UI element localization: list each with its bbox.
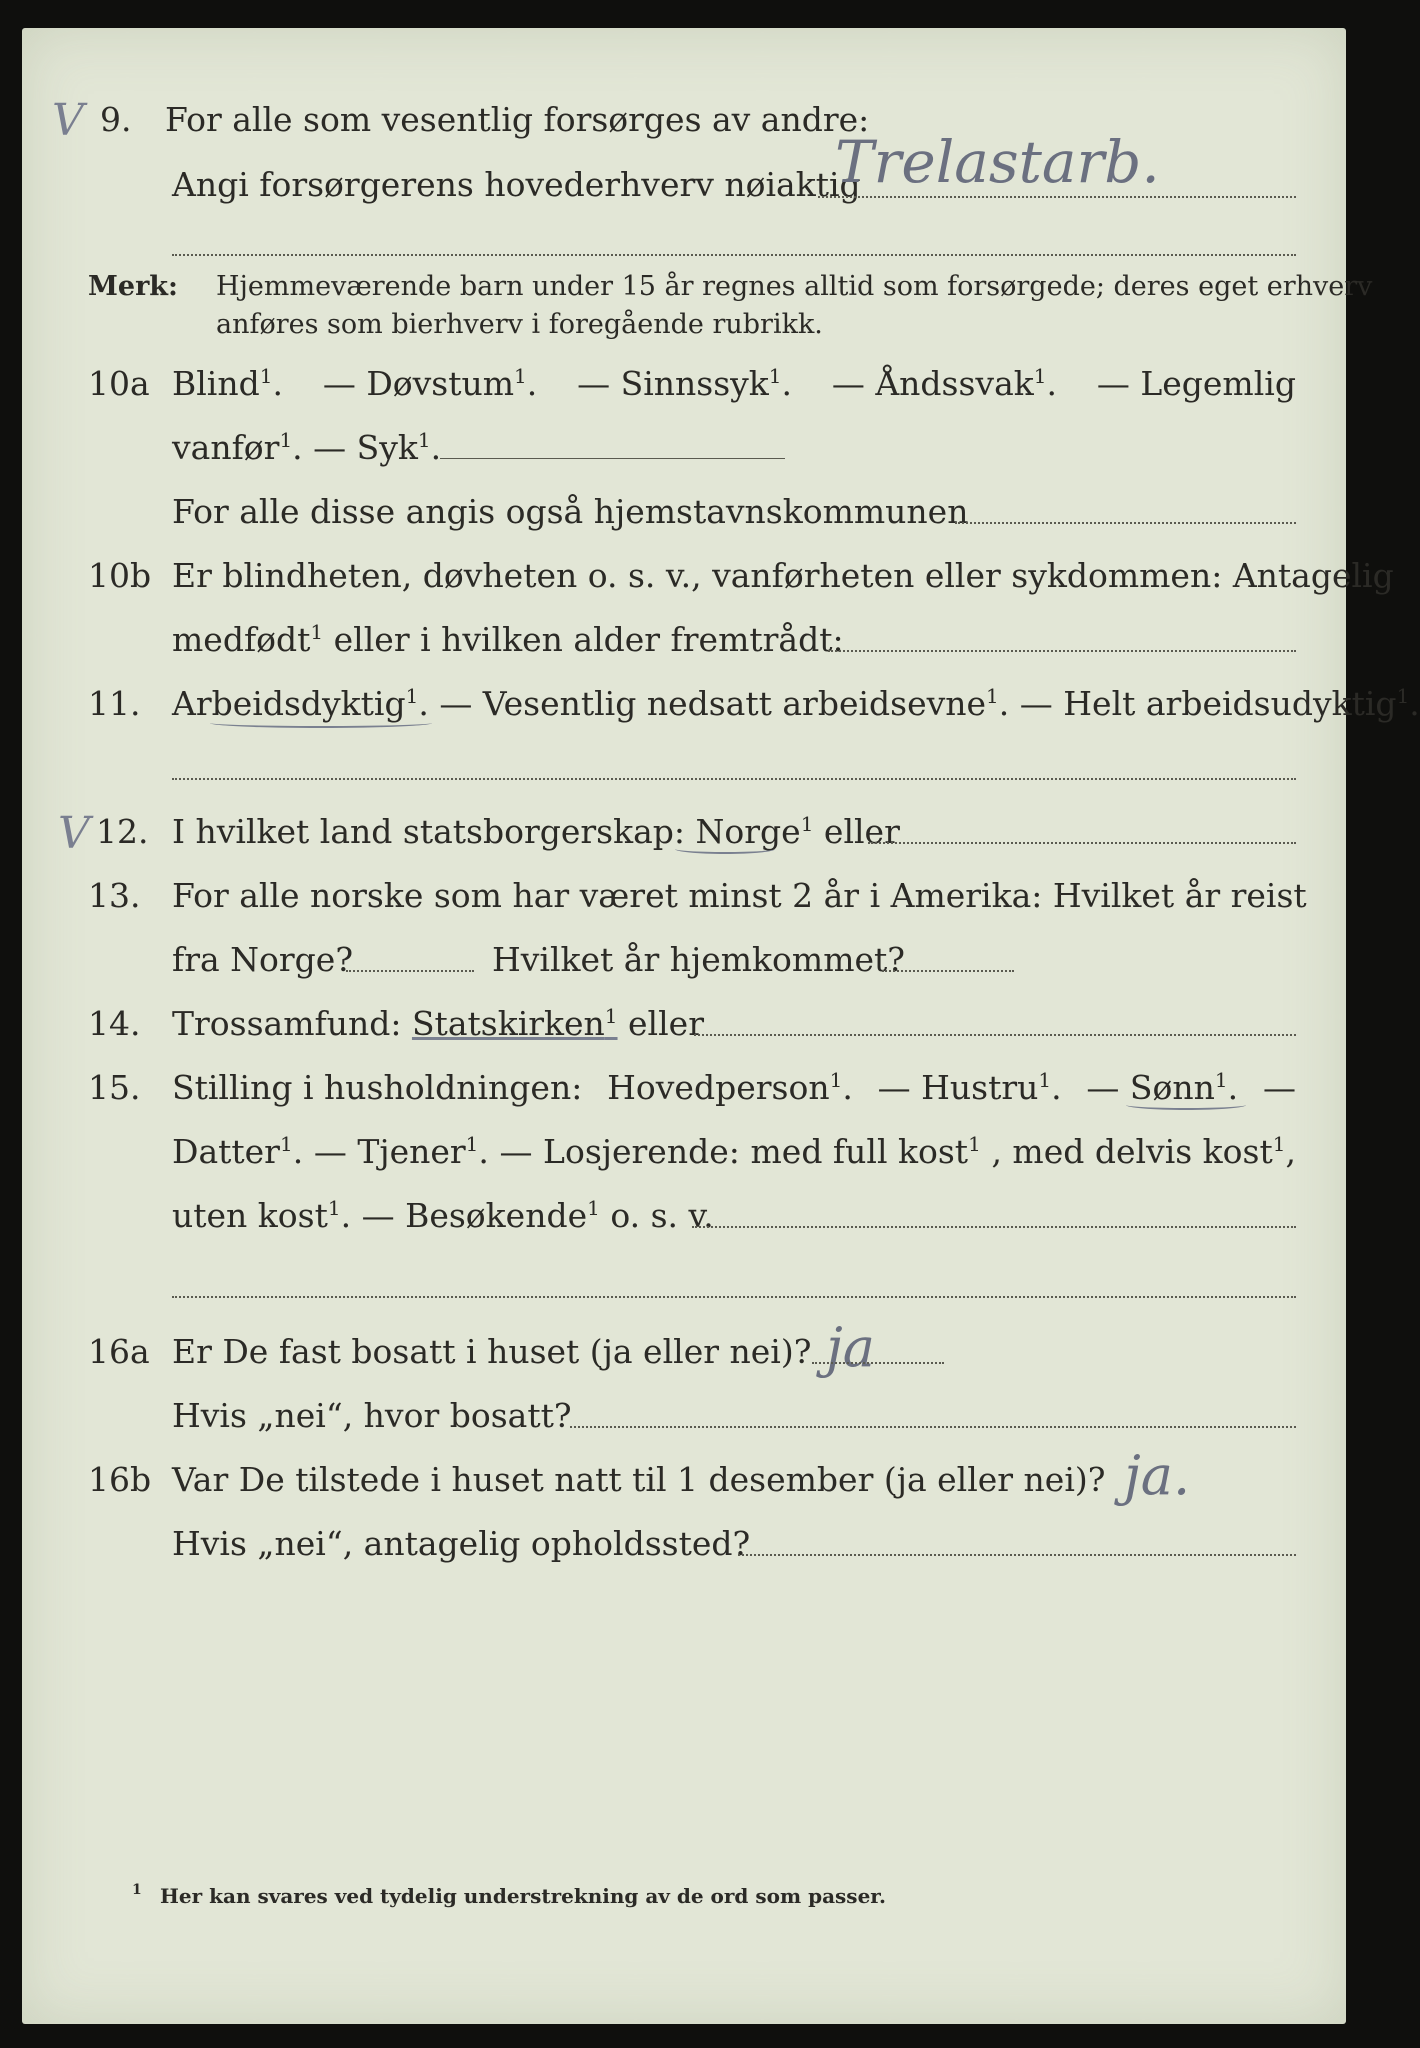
q15-dash: — bbox=[1262, 1068, 1296, 1107]
q9-answer-line bbox=[818, 196, 1296, 198]
opt-vanfor[interactable]: vanfør$^1$. bbox=[172, 428, 303, 467]
q9-handwritten-answer[interactable]: Trelastarb. bbox=[835, 128, 1160, 196]
q16b-number: 16b bbox=[88, 1460, 152, 1499]
q15-handwritten-underline bbox=[1126, 1100, 1246, 1110]
q15-label: Stilling i husholdningen: bbox=[172, 1068, 583, 1107]
q13-reist: fra Norge? bbox=[172, 940, 354, 979]
q10a-syk-line bbox=[440, 458, 785, 459]
q11-handwritten-underline bbox=[210, 718, 432, 728]
q13-hjemkommet: Hvilket år hjemkommet? bbox=[492, 940, 905, 979]
q11-number: 11. bbox=[88, 684, 141, 723]
opt-statskirken[interactable]: Statskirken$^1$ bbox=[411, 1004, 618, 1043]
opt-syk[interactable]: — Syk$^1$. bbox=[313, 428, 442, 467]
q15-number: 15. bbox=[88, 1068, 141, 1107]
q9-number: 9. bbox=[100, 100, 132, 139]
q14-label: Trossamfund: bbox=[172, 1004, 402, 1043]
q16b-handwritten-answer[interactable]: ja. bbox=[1124, 1444, 1191, 1507]
q9-prompt: Angi forsørgerens hovederhverv nøiaktig bbox=[172, 165, 861, 204]
opt-delvis-kost[interactable]: , med delvis kost$^1$, bbox=[991, 1132, 1296, 1171]
q15-losjerende: — Losjerende: bbox=[499, 1132, 740, 1171]
q13-question: For alle norske som har været minst 2 år i Amerika: Hvilket år reist bbox=[172, 876, 1307, 915]
opt-andssvak[interactable]: — Åndssvak$^1$. bbox=[831, 364, 1057, 403]
q16b-question: Var De tilstede i huset natt til 1 desember (ja eller nei)? bbox=[172, 1460, 1106, 1499]
q12-answer-line bbox=[868, 842, 1296, 844]
q9-extra-line bbox=[172, 254, 1296, 256]
q14-eller: eller bbox=[628, 1004, 704, 1043]
q13-reist-line bbox=[346, 970, 474, 972]
merk-text-1: Hjemmeværende barn under 15 år regnes alltid som forsørgede; deres eget erhverv bbox=[216, 271, 1373, 302]
opt-sonn[interactable]: — Sønn$^1$. bbox=[1086, 1068, 1239, 1107]
footnote-mark: 1 bbox=[132, 1882, 142, 1898]
q16a-bosatt-line bbox=[570, 1426, 1296, 1428]
checkmark-icon: V bbox=[58, 808, 90, 859]
q13-hjemkommet-line bbox=[882, 970, 1014, 972]
opt-tjener[interactable]: — Tjener$^1$. bbox=[313, 1132, 489, 1171]
opt-besokende[interactable]: — Besøkende$^1$ bbox=[361, 1196, 600, 1235]
opt-blind[interactable]: Blind$^1$. bbox=[172, 364, 283, 403]
footnote-text: Her kan svares ved tydelig understrekning av de ord som passer. bbox=[160, 1884, 886, 1908]
q11-extra-line bbox=[172, 778, 1296, 780]
q10a-number: 10a bbox=[88, 364, 150, 403]
q16a-question: Er De fast bosatt i huset (ja eller nei)? bbox=[172, 1332, 812, 1371]
opt-dovstum[interactable]: — Døvstum$^1$. bbox=[322, 364, 538, 403]
q16a-number: 16a bbox=[88, 1332, 150, 1371]
q16b-opholdssted: Hvis „nei“, antagelig opholdssted? bbox=[172, 1524, 751, 1563]
merk-text-2: anføres som bierhverv i foregående rubrikk. bbox=[216, 309, 823, 340]
q13-number: 13. bbox=[88, 876, 141, 915]
q12-handwritten-underline bbox=[675, 844, 775, 854]
opt-medfodt[interactable]: medfødt$^1$ bbox=[172, 620, 324, 659]
opt-sinnssyk[interactable]: — Sinnssyk$^1$. bbox=[577, 364, 793, 403]
q10b-question: Er blindheten, døvheten o. s. v., vanførheten eller sykdommen: Antagelig bbox=[172, 556, 1394, 595]
checkmark-icon: V bbox=[52, 95, 84, 146]
q15-answer-line bbox=[692, 1226, 1296, 1228]
q16a-handwritten-answer[interactable]: ja bbox=[826, 1316, 875, 1379]
q15-osv: o. s. v. bbox=[610, 1196, 714, 1235]
merk-label: Merk: bbox=[88, 271, 178, 302]
opt-nedsatt[interactable]: — Vesentlig nedsatt arbeidsevne$^1$. bbox=[439, 684, 1010, 723]
q10b-number: 10b bbox=[88, 556, 152, 595]
q10a-hjemstavn: For alle disse angis også hjemstavnskommunen bbox=[172, 492, 969, 531]
q10b-answer-line bbox=[828, 650, 1296, 652]
q9-question: For alle som vesentlig forsørges av andre: bbox=[165, 100, 870, 139]
opt-uten-kost[interactable]: uten kost$^1$. bbox=[172, 1196, 352, 1235]
opt-datter[interactable]: Datter$^1$. bbox=[172, 1132, 304, 1171]
q15-extra-line bbox=[172, 1296, 1296, 1298]
opt-hovedperson[interactable]: Hovedperson$^1$. bbox=[607, 1068, 853, 1107]
q16a-answer-line bbox=[812, 1362, 944, 1364]
q16a-bosatt: Hvis „nei“, hvor bosatt? bbox=[172, 1396, 572, 1435]
q12-number: 12. bbox=[96, 812, 149, 851]
opt-hustru[interactable]: — Hustru$^1$. bbox=[877, 1068, 1062, 1107]
q12-eller: eller bbox=[823, 812, 900, 851]
q12-question: I hvilket land statsborgerskap: bbox=[172, 812, 686, 851]
q10a-hjemstavn-line bbox=[955, 522, 1296, 524]
opt-norge[interactable]: Norge$^1$ bbox=[695, 812, 814, 851]
opt-full-kost[interactable]: med full kost$^1$ bbox=[750, 1132, 981, 1171]
q14-answer-line bbox=[694, 1034, 1296, 1036]
opt-udyktig[interactable]: — Helt arbeidsudyktig$^1$. bbox=[1019, 684, 1420, 723]
q10b-alder: eller i hvilken alder fremtrådt: bbox=[333, 620, 844, 659]
q16b-opholdssted-line bbox=[738, 1554, 1296, 1556]
q14-number: 14. bbox=[88, 1004, 141, 1043]
opt-legemlig[interactable]: — Legemlig bbox=[1096, 364, 1296, 403]
opt-arbeidsdyktig[interactable]: Arbeidsdyktig$^1$. bbox=[172, 684, 429, 723]
